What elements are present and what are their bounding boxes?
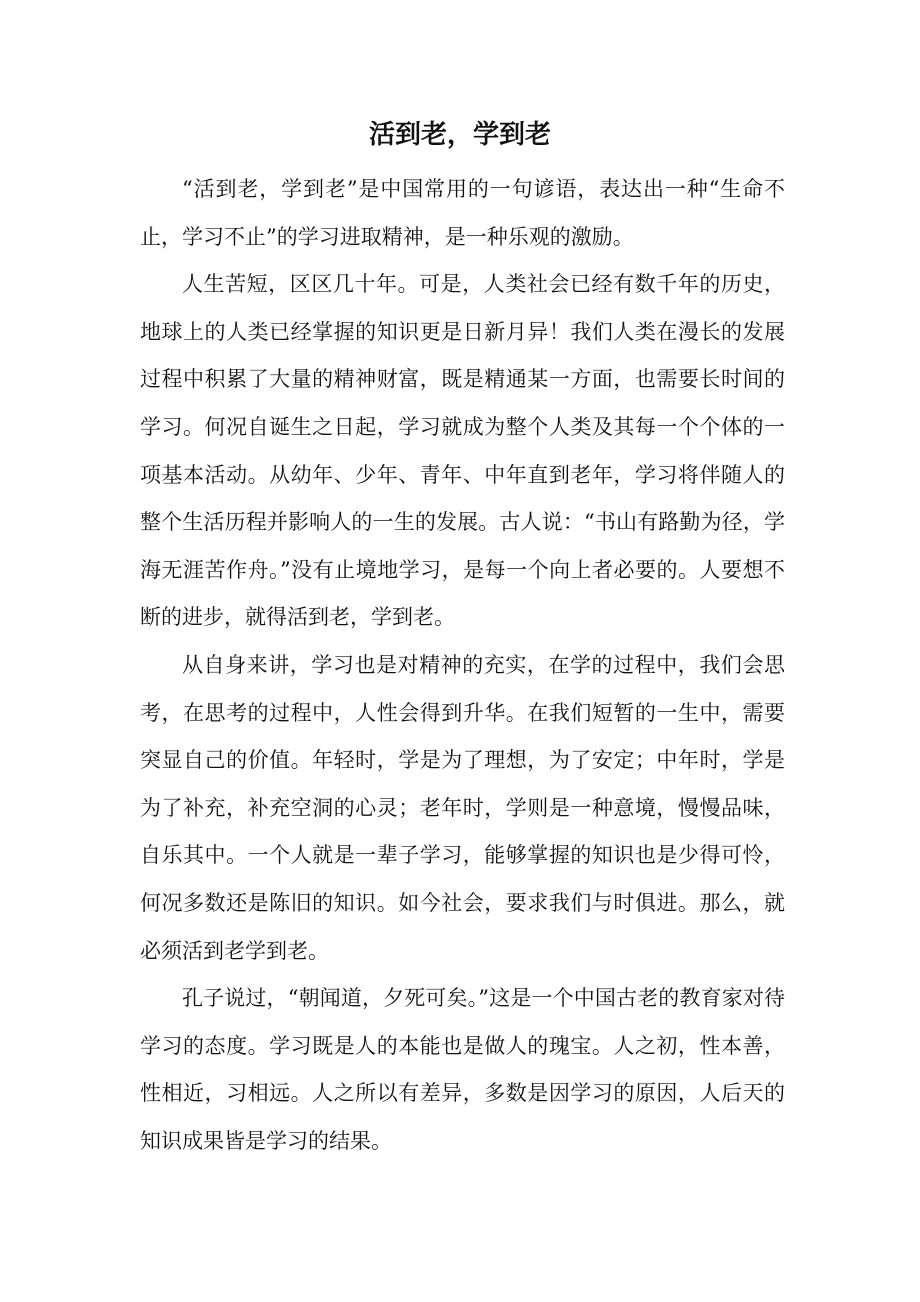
document-body <box>140 166 785 1165</box>
paragraph-3: 从自身来讲，学习也是对精神的充实，在学的过程中，我们会思考，在思考的过程中，人性会得到升华。在我们短暂的一生中，需要突显自己的价值。年轻时，学是为了理想，为了安定；中年时，学是为了补充，补充空洞的心灵；老年时，学则是一种意境，慢慢品味，自乐其中。一个人就是一辈子学习，能够掌握的知识也是少得可怜，何况多数还是陈旧的知识。如今社会，要求我们与时俱进。那么，就必须活到老学到老。 <box>140 652 785 963</box>
paragraph-2: 人生苦短，区区几十年。可是，人类社会已经有数千年的历史，地球上的人类已经掌握的知识更是日新月异！我们人类在漫长的发展过程中积累了大量的精神财富，既是精通某一方面，也需要长时间的学习。何况自诞生之日起，学习就成为整个人类及其每一个个体的一项基本活动。从幼年、少年、青年、中年直到老年，学习将伴随人的整个生活历程并影响人的一生的发展。古人说：“书山有路勤为径，学海无涯苦作舟。”没有止境地学习，是每一个向上者必要的。人要想不断的进步，就得活到老，学到老。 <box>140 272 785 630</box>
paragraph-1: “活到老，学到老”是中国常用的一句谚语，表达出一种“生命不止，学习不止”的学习进取精神，是一种乐观的激励。 <box>140 177 785 249</box>
document-title: 活到老，学到老 <box>368 120 551 150</box>
paragraph-4: 孔子说过，“朝闻道，夕死可矣。”这是一个中国古老的教育家对待学习的态度。学习既是人的本能也是做人的瑰宝。人之初，性本善，性相近，习相远。人之所以有差异，多数是因学习的原因，人后天的知识成果皆是学习的结果。 <box>140 986 785 1153</box>
